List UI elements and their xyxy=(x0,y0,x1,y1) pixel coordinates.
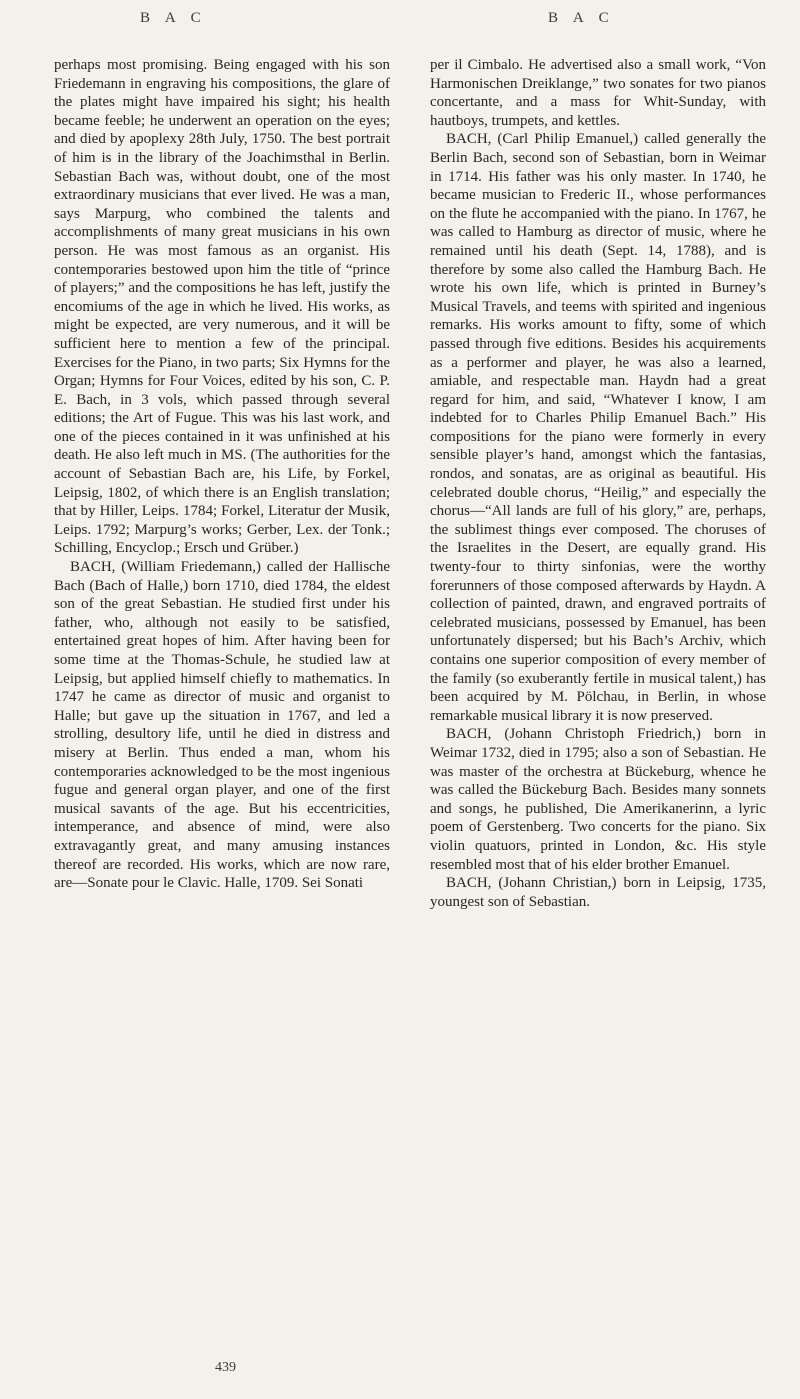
paragraph-sebastian-bach-continued: perhaps most promising. Being engaged with his son Friedemann in engraving his compositions, the glare of the plates might have impaired his sight; his health became feeble; he underwent an operation on the eyes; and died by apoplexy 28th July, 1750. The best portrait of him is in the library of the Joachimsthal in Berlin. Sebastian Bach was, without doubt, one of the most extraordinary musicians that ever lived. He was a man, says Marpurg, who combined the talents and accomplishments of many great musicians in his own person. He was most famous as an organist. His contemporaries bestowed upon him the title of “prince of players;” and the compositions he has left, justify the encomiums of the age in which he lived. His works, as might be expected, are very numerous, and it will be sufficient here to mention a few of the principal. Exercises for the Piano, in two parts; Six Hymns for the Organ; Hymns for Four Voices, edited by his son, C. P. E. Bach, in 3 vols, which passed through several editions; the Art of Fugue. This was his last work, and one of the pieces contained in it was unfinished at his death. He also left much in MS. (The authorities for the account of Sebastian Bach are, his Life, by Forkel, Leipsig, 1802, of which there is an English translation; that by Hiller, Leips. 1784; Forkel, Literatur der Musik, Leips. 1792; Marpurg’s works; Gerber, Lex. der Tonk.; Schilling, Encyclop.; Ersch und Grüber.) xyxy=(54,57,390,557)
right-column xyxy=(430,56,766,911)
left-column xyxy=(54,56,390,893)
page-number: 439 xyxy=(215,1360,236,1375)
paragraph-william-friedemann-bach: BACH, (William Friedemann,) called der Hallische Bach (Bach of Halle,) born 1710, died 1784, the eldest son of the great Sebastian. He studied first under his father, who, although not easily to be satisfied, entertained great hopes of him. After having been for some time at the Thomas-Schule, he studied law at Leipsig, but applied himself chiefly to mathematics. In 1747 he came as director of music and organist to Halle; but gave up the situation in 1767, and led a strolling, desultory life, until he died in distress and misery at Berlin. Thus ended a man, whom his contemporaries acknowledged to be the most ingenious fugue and general organ player, and one of the first musical savants of the age. But his eccentricities, intemperance, and absence of mind, were also extravagantly great, and many amusing instances thereof are recorded. His works, which are now rare, are—Sonate pour le Clavic. Halle, 1709. Sei Sonati xyxy=(54,559,390,892)
paragraph-friedemann-continued: per il Cimbalo. He advertised also a small work, “Von Harmonischen Dreiklange,” two sonates for two pianos concertante, and a mass for Whit-Sunday, with hautboys, trumpets, and kettles. xyxy=(430,57,766,129)
paragraph-johann-christoph-friedrich-bach: BACH, (Johann Christoph Friedrich,) born in Weimar 1732, died in 1795; also a son of Sebastian. He was master of the orchestra at Bückeburg, whence he was called the Bückeburg Bach. Besides many sonnets and songs, he published, Die Amerikanerinn, a lyric poem of Gerstenberg. Two concerts for the piano. Six violin quatuors, printed in London, &c. His style resembled most that of his elder brother Emanuel. xyxy=(430,726,766,873)
running-header-right: B A C xyxy=(548,10,615,26)
running-header-left: B A C xyxy=(140,10,207,26)
paragraph-johann-christian-bach: BACH, (Johann Christian,) born in Leipsig, 1735, youngest son of Sebastian. xyxy=(430,875,766,910)
paragraph-carl-philip-emanuel-bach: BACH, (Carl Philip Emanuel,) called generally the Berlin Bach, second son of Sebastian, born in Weimar in 1714. His father was his only master. In 1740, he became musician to Frederic II., whose performances on the flute he accompanied with the piano. In 1767, he was called to Hamburg as director of music, where he remained until his death (Sept. 14, 1788), and is therefore by some also called the Hamburg Bach. He wrote his own life, which is printed in Burney’s Musical Travels, and teems with spirited and ingenious remarks. His works amount to fifty, some of which passed through five editions. Besides his acquirements as a performer and player, he was also a learned, amiable, and respectable man. Haydn had a great regard for him, and said, “Whatever I know, I am indebted for to Charles Philip Emanuel Bach.” His compositions for the piano were formerly in every sensible player’s hand, amongst which the fantasias, rondos, and sonatas, are as original as beautiful. His celebrated double chorus, “Heilig,” and especially the chorus—“All lands are full of his glory,” are, perhaps, the sublimest things ever composed. The choruses of the Israelites in the Desert, are equally grand. His twenty-four to thirty sinfonias, were the worthy forerunners of those composed afterwards by Haydn. A collection of painted, drawn, and engraved portraits of celebrated musicians, possessed by Emanuel, has been unfortunately dispersed; but his Bach’s Archiv, which contains one superior composition of every member of the family (so exuberantly fertile in musical talent,) has been acquired by M. Pölchau, in Berlin, in whose remarkable musical library it is now preserved. xyxy=(430,131,766,724)
